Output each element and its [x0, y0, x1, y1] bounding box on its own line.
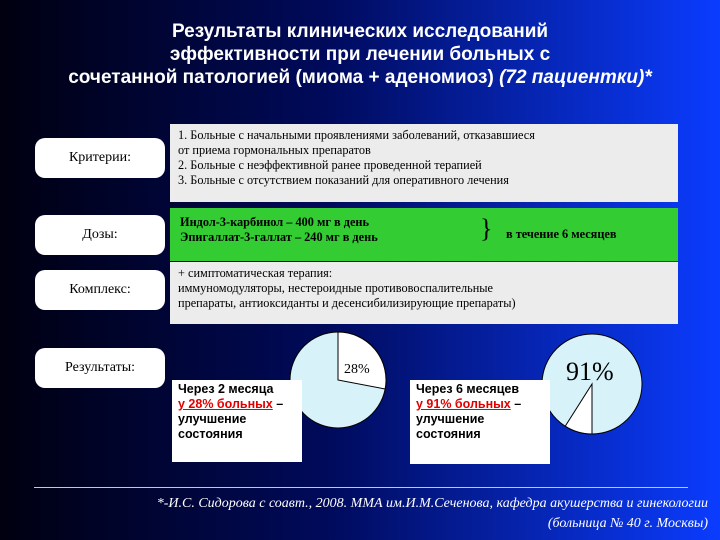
pie-chart-2-months [288, 330, 388, 430]
result-dash: – [272, 397, 284, 411]
doses-label: Дозы: [35, 215, 165, 255]
pie-percent-28: 28% [344, 362, 370, 377]
footnote-line-2: (больница № 40 г. Москвы) [547, 516, 708, 531]
slide-title [0, 20, 720, 89]
result-dash: – [510, 397, 522, 411]
result-highlight: у 28% больных [178, 397, 273, 411]
brace-icon: } [480, 214, 493, 243]
title-line-2: эффективности при лечении больных с [169, 44, 551, 65]
doses-box [170, 208, 678, 261]
doses-list [180, 215, 378, 245]
pie-percent-91: 91% [566, 357, 614, 386]
result-text: улучшение [416, 412, 485, 426]
pie-slice-28 [338, 332, 386, 389]
complex-line: иммуномодуляторы, нестероидные противовоспалительные [178, 281, 493, 295]
complex-label: Комплекс: [35, 270, 165, 310]
footnote-line-1: *-И.С. Сидорова с соавт., 2008. ММА им.И.М.Сеченова, кафедра акушерства и гинекологии [156, 496, 708, 511]
criteria-line: 3. Больные с отсутствием показаний для оперативного лечения [178, 173, 509, 187]
result-highlight: у 91% больных [416, 397, 511, 411]
complex-box [170, 262, 678, 324]
result-highlight-line [416, 397, 544, 412]
complex-line: + симптоматическая терапия: [178, 266, 333, 280]
title-line-3-text: сочетанной патологией (миома + аденомиоз) [68, 67, 494, 88]
result-highlight-line [178, 397, 296, 412]
dose-line: Эпигаллат-3-галлат – 240 мг в день [180, 230, 378, 244]
doses-duration: в течение 6 месяцев [506, 227, 617, 241]
result-card-2-months [172, 380, 302, 462]
result-text: улучшение [178, 412, 247, 426]
criteria-label: Критерии: [35, 138, 165, 178]
dose-line: Индол-3-карбинол – 400 мг в день [180, 215, 370, 229]
criteria-line: 2. Больные с неэффективной ранее проведенной терапией [178, 158, 482, 172]
footnote-divider [34, 487, 688, 488]
results-label: Результаты: [35, 348, 165, 388]
title-patients: (72 пациентки)* [499, 67, 652, 88]
result-period: Через 2 месяца [178, 382, 274, 396]
result-card-6-months [410, 380, 550, 464]
criteria-line: 1. Больные с начальными проявлениями заболеваний, отказавшиеся [178, 128, 535, 142]
criteria-line: от приема гормональных препаратов [178, 143, 371, 157]
result-text: состояния [178, 427, 243, 441]
title-line-1: Результаты клинических исследований [171, 21, 549, 42]
title-line-3 [0, 66, 720, 89]
footnote [30, 494, 708, 534]
complex-line: препараты, антиоксиданты и десенсибилизирующие препараты) [178, 296, 516, 310]
criteria-box [170, 124, 678, 202]
result-period: Через 6 месяцев [416, 382, 520, 396]
result-text: состояния [416, 427, 481, 441]
